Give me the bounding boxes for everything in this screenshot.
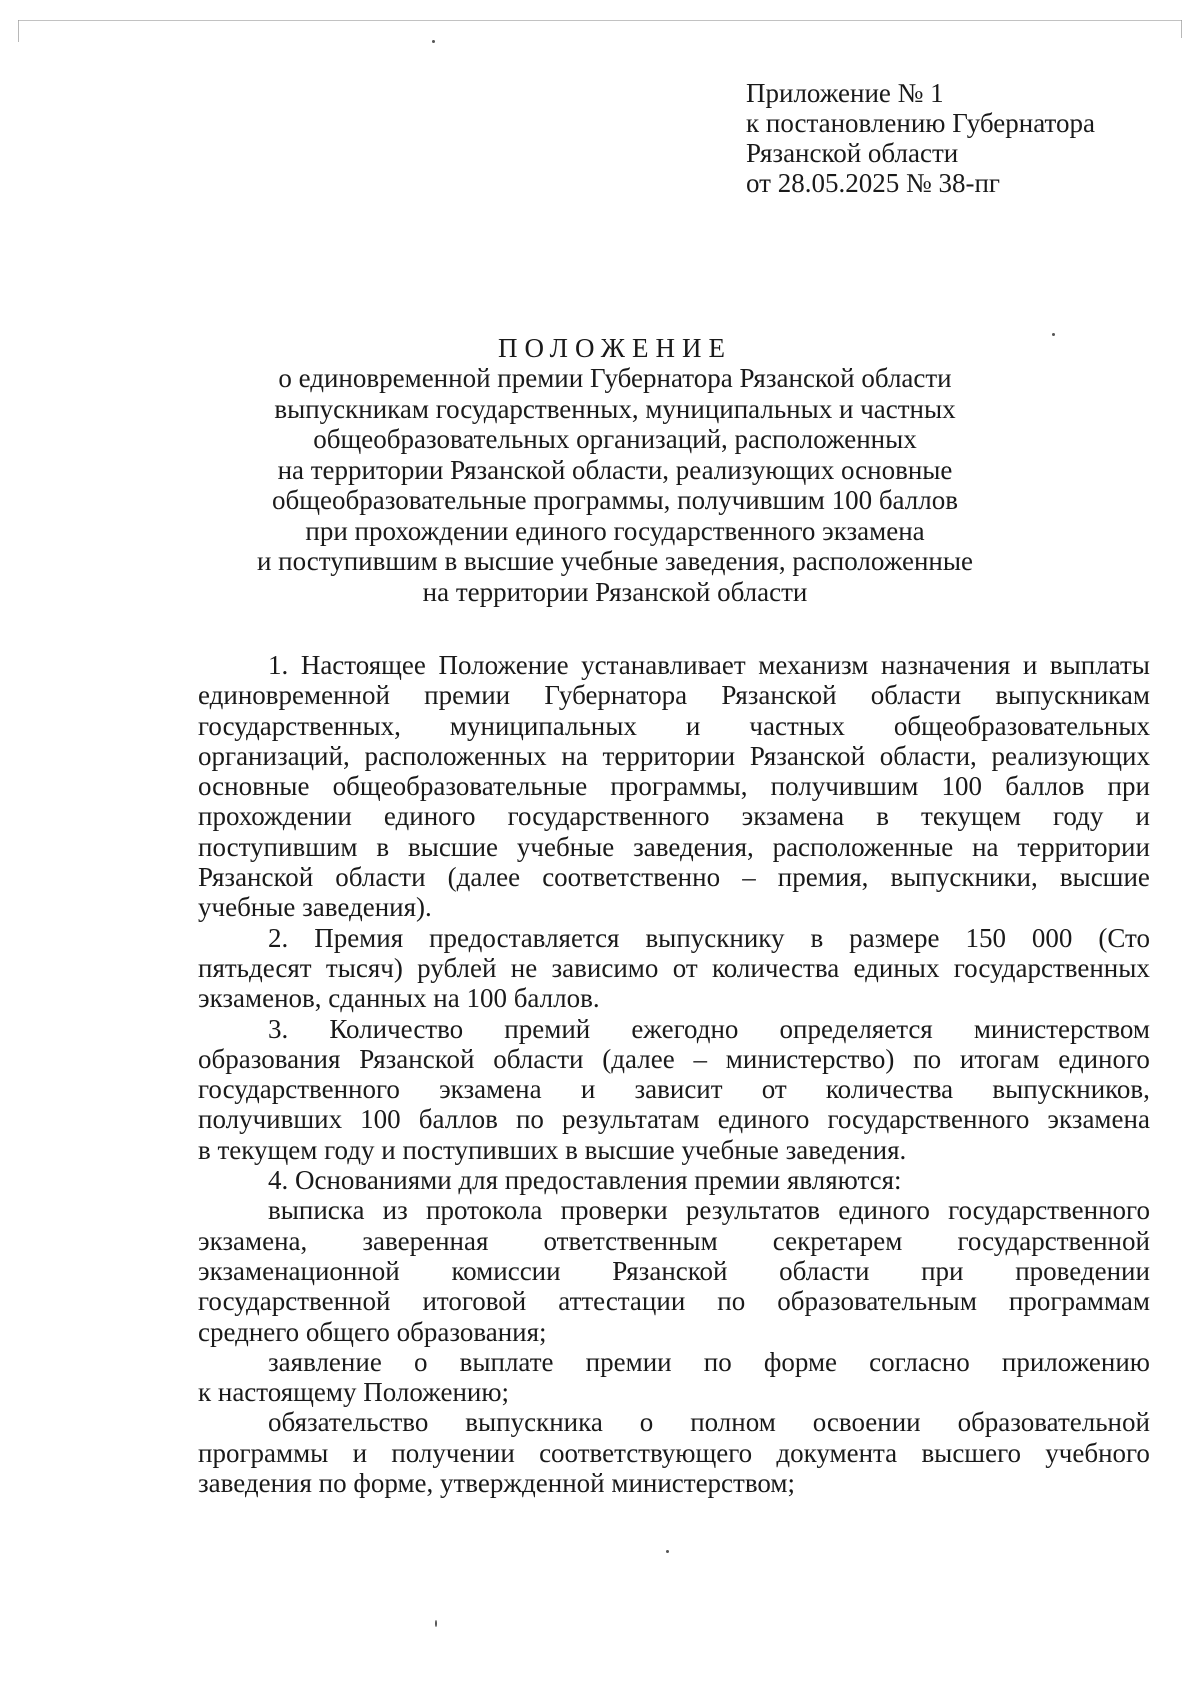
body-word: 100: [941, 771, 982, 802]
subtitle-line: общеобразовательные программы, получившим 100 баллов: [272, 485, 958, 515]
body-word: 100: [360, 1104, 401, 1135]
body-word: получении: [391, 1437, 515, 1468]
body-word: и: [685, 710, 701, 741]
body-line: [198, 1438, 1150, 1468]
body-word: программам: [1008, 1286, 1150, 1317]
body-word: реализующих: [991, 740, 1150, 771]
body-line: [198, 1286, 1150, 1316]
scan-speck: [1052, 333, 1055, 336]
body-line: [198, 1165, 1150, 1195]
body-word: области,: [879, 740, 977, 771]
body-word: заверенная: [362, 1225, 489, 1256]
body-word: 2.: [268, 922, 289, 953]
body-word: Положение: [438, 650, 569, 680]
body-word: 150: [965, 922, 1006, 953]
body-word: из: [382, 1195, 408, 1226]
appendix-header: [746, 78, 1095, 198]
body-line: [198, 923, 1150, 953]
body-word: документа: [776, 1437, 898, 1468]
body-line: [198, 1468, 1150, 1498]
body-word: премии: [585, 1346, 672, 1377]
body-word: Количество: [329, 1013, 464, 1044]
body-word: в: [376, 831, 390, 862]
body-line: [198, 983, 1150, 1013]
body-word: комиссии: [451, 1255, 561, 1286]
body-line: [198, 711, 1150, 741]
body-word: Рязанской: [721, 680, 837, 711]
body-word: и: [1022, 650, 1038, 680]
body-word: муниципальных: [449, 710, 637, 741]
body-word: о: [413, 1346, 428, 1377]
body-word: и: [580, 1074, 596, 1105]
body-word: от: [761, 1074, 787, 1105]
body-word: выплате: [459, 1346, 554, 1377]
body-word: программы: [198, 1437, 329, 1468]
appendix-line: Приложение № 1: [746, 78, 944, 108]
body-word: баллов: [418, 1104, 498, 1135]
body-line: [198, 1317, 1150, 1347]
body-word: при: [921, 1255, 964, 1286]
body-line: [198, 862, 1150, 892]
body-word: организаций,: [198, 740, 350, 771]
body-word: от: [672, 952, 698, 983]
body-word: ежегодно: [631, 1013, 739, 1044]
body-word: учебные заведения).: [198, 892, 432, 923]
appendix-line: от 28.05.2025 № 38-пг: [746, 168, 1000, 198]
body-word: экзаменов, сданных на 100 баллов.: [198, 983, 600, 1014]
body-word: единого: [383, 801, 476, 832]
body-word: общеобразовательные: [332, 771, 588, 802]
body-word: получившим: [770, 771, 919, 802]
body-word: 3.: [268, 1013, 289, 1044]
body-word: государственных,: [198, 710, 401, 741]
body-word: министерство): [725, 1043, 895, 1074]
scan-speck: [432, 40, 435, 43]
body-word: территории: [1017, 831, 1150, 862]
body-word: территории: [602, 740, 736, 771]
body-word: к настоящему Положению;: [198, 1377, 510, 1408]
body-word: Премия: [314, 922, 404, 953]
subtitle-line: о единовременной премии Губернатора Рязанской области: [278, 363, 952, 393]
body-word: полном: [690, 1407, 776, 1438]
subtitle-line: выпускникам государственных, муниципальных и частных: [274, 393, 956, 424]
body-word: экзамена: [741, 801, 845, 832]
subtitle-line: на территории Рязанской области: [422, 576, 808, 607]
body-word: экзамена: [1047, 1104, 1150, 1135]
body-word: образования: [198, 1043, 341, 1074]
body-word: экзаменационной: [198, 1255, 400, 1286]
body-word: на: [972, 831, 999, 862]
body-word: выпускникам: [995, 680, 1150, 711]
body-word: результатов: [685, 1195, 820, 1226]
body-word: обязательство: [268, 1407, 429, 1438]
body-word: области: [493, 1043, 584, 1074]
body-word: по: [515, 1104, 544, 1135]
appendix-line: Рязанской области: [746, 138, 959, 168]
body-word: заявление: [268, 1346, 382, 1377]
body-word: Губернатора: [544, 680, 688, 711]
body-line: [198, 953, 1150, 983]
body-word: тысяч): [325, 952, 403, 983]
body-word: по: [913, 1043, 942, 1074]
body-line: [198, 892, 1150, 922]
body-word: программы,: [610, 771, 748, 802]
body-word: соответствующего: [539, 1437, 753, 1468]
body-word: секретарем: [772, 1225, 903, 1256]
body-word: назначения: [880, 650, 1011, 680]
body-word: механизм: [758, 650, 869, 680]
body-line: [198, 1407, 1150, 1437]
scan-speck: [666, 1550, 669, 1553]
body-word: поступившим: [198, 831, 358, 862]
subtitle-line: на территории Рязанской области, реализующих основные: [277, 454, 953, 485]
subtitle-line: при прохождении единого государственного экзамена: [305, 515, 925, 546]
body-word: и: [1135, 801, 1150, 832]
body-word: в: [810, 922, 824, 953]
body-word: в: [876, 801, 889, 832]
body-word: в текущем году и поступивших в высшие учебные заведения.: [198, 1134, 907, 1165]
body-word: области: [870, 680, 962, 711]
body-word: протокола: [426, 1195, 543, 1226]
body-word: единого: [838, 1195, 930, 1226]
body-word: высшего: [921, 1437, 1021, 1468]
scan-speck: [435, 1620, 437, 1627]
body-word: государственного: [948, 1195, 1150, 1226]
body-word: аттестации: [558, 1286, 686, 1317]
body-word: пятьдесят: [198, 952, 312, 983]
body-word: государственного: [827, 1104, 1030, 1135]
body-word: высшие: [1059, 862, 1150, 893]
body-word: Рязанской: [612, 1255, 728, 1286]
body-word: форме: [763, 1346, 838, 1377]
body-word: учебные: [516, 831, 615, 862]
body-word: Рязанской: [198, 862, 314, 893]
body-line: [198, 1104, 1150, 1134]
body-word: выпускнику: [645, 922, 785, 953]
body-line: [198, 1014, 1150, 1044]
appendix-line: к постановлению Губернатора: [746, 108, 1095, 138]
body-word: основные: [198, 771, 310, 802]
body-word: результатам: [562, 1104, 700, 1135]
body-word: образовательной: [957, 1407, 1150, 1438]
body-line: [198, 1195, 1150, 1225]
body-word: зависит: [634, 1074, 723, 1105]
body-word: области: [335, 862, 426, 893]
body-word: единого: [1058, 1043, 1150, 1074]
body-word: по: [703, 1346, 732, 1377]
body-word: соответственно: [542, 862, 721, 893]
body-word: освоении: [812, 1407, 921, 1438]
body-word: государственной: [198, 1286, 391, 1317]
body-word: среднего общего образования;: [198, 1316, 547, 1347]
body-word: экзамена: [439, 1074, 542, 1105]
body-word: получивших: [198, 1104, 343, 1135]
body-line: [198, 1347, 1150, 1377]
body-line: [198, 1044, 1150, 1074]
body-word: выпускника: [465, 1407, 603, 1438]
body-word: единых: [853, 952, 940, 983]
body-word: проведении: [1015, 1255, 1150, 1286]
body-word: по: [717, 1286, 746, 1317]
body-word: (далее: [602, 1043, 675, 1074]
body-line: [198, 771, 1150, 801]
body-word: прохождении: [198, 801, 352, 832]
body-word: премии: [424, 680, 511, 711]
body-word: при: [1107, 771, 1150, 802]
body-word: рублей: [417, 952, 497, 983]
subtitle-line: и поступившим в высшие учебные заведения, расположенные: [256, 546, 973, 576]
scan-border-left: [18, 20, 19, 42]
body-word: расположенные: [772, 831, 954, 862]
scan-border-top: [18, 20, 1182, 21]
document-body: [198, 650, 1150, 1498]
body-word: –: [693, 1043, 707, 1074]
body-word: определяется: [779, 1013, 933, 1044]
body-word: приложению: [1001, 1346, 1150, 1377]
body-word: количества: [712, 952, 840, 983]
body-line: [198, 832, 1150, 862]
body-word: Рязанской: [359, 1043, 475, 1074]
body-word: области: [779, 1255, 870, 1286]
body-word: итоговой: [422, 1286, 527, 1317]
body-word: общеобразовательных: [893, 710, 1150, 741]
body-word: (далее: [447, 862, 521, 893]
body-word: 1.: [268, 650, 289, 680]
body-word: единовременной: [198, 680, 390, 711]
body-word: итогам: [959, 1043, 1040, 1074]
body-word: предоставляется: [429, 922, 620, 953]
body-word: не: [510, 952, 538, 983]
body-word: выпускники,: [890, 862, 1038, 893]
body-word: согласно: [869, 1346, 970, 1377]
body-line: [198, 1256, 1150, 1286]
body-word: ответственным: [543, 1225, 718, 1256]
body-line: [198, 680, 1150, 710]
subtitle-line: общеобразовательных организаций, расположенных: [313, 424, 917, 454]
body-word: государственной: [957, 1225, 1150, 1256]
body-word: зависимо: [551, 952, 659, 983]
body-line: [198, 1226, 1150, 1256]
body-word: премий: [504, 1013, 591, 1044]
body-word: министерством: [973, 1013, 1150, 1044]
body-word: году: [1053, 801, 1104, 832]
body-word: о: [639, 1407, 654, 1438]
body-word: выплаты: [1049, 650, 1150, 680]
body-word: заведения,: [633, 831, 754, 862]
body-word: и: [352, 1437, 368, 1468]
body-word: учебного: [1045, 1437, 1150, 1468]
body-word: экзамена,: [198, 1225, 308, 1256]
body-word: Настоящее: [300, 650, 426, 680]
body-word: на: [561, 740, 588, 771]
body-word: Рязанской: [749, 740, 866, 771]
body-word: высшие: [407, 831, 499, 862]
body-word: текущем: [921, 801, 1021, 832]
body-word: выписка: [268, 1195, 365, 1226]
document-subtitle: [200, 363, 1030, 607]
body-line: [198, 1074, 1150, 1104]
body-word: заведения по форме, утвержденной министерством;: [198, 1468, 795, 1499]
body-word: образовательным: [777, 1286, 977, 1317]
body-word: 4. Основаниями для предоставления премии являются:: [268, 1165, 902, 1196]
body-word: устанавливает: [581, 650, 746, 680]
document-title: ПОЛОЖЕНИЕ: [498, 333, 732, 363]
body-word: государственного: [198, 1074, 400, 1105]
body-word: расположенных: [364, 740, 547, 771]
body-word: –: [742, 862, 756, 893]
body-word: премия,: [777, 862, 869, 893]
body-word: количества: [825, 1074, 954, 1105]
body-line: [198, 741, 1150, 771]
body-word: 000: [1031, 922, 1073, 953]
body-line: [198, 650, 1150, 680]
body-word: проверки: [560, 1195, 668, 1226]
body-word: единого: [717, 1104, 810, 1135]
body-word: государственных: [953, 952, 1150, 983]
body-word: размере: [849, 922, 940, 953]
body-line: [198, 1135, 1150, 1165]
body-word: государственного: [507, 801, 710, 832]
scan-border-right: [1181, 20, 1182, 38]
body-word: баллов: [1005, 771, 1085, 802]
body-line: [198, 801, 1150, 831]
body-word: (Сто: [1098, 922, 1150, 953]
body-word: выпускников,: [992, 1074, 1150, 1105]
body-word: частных: [749, 710, 845, 741]
body-line: [198, 1377, 1150, 1407]
